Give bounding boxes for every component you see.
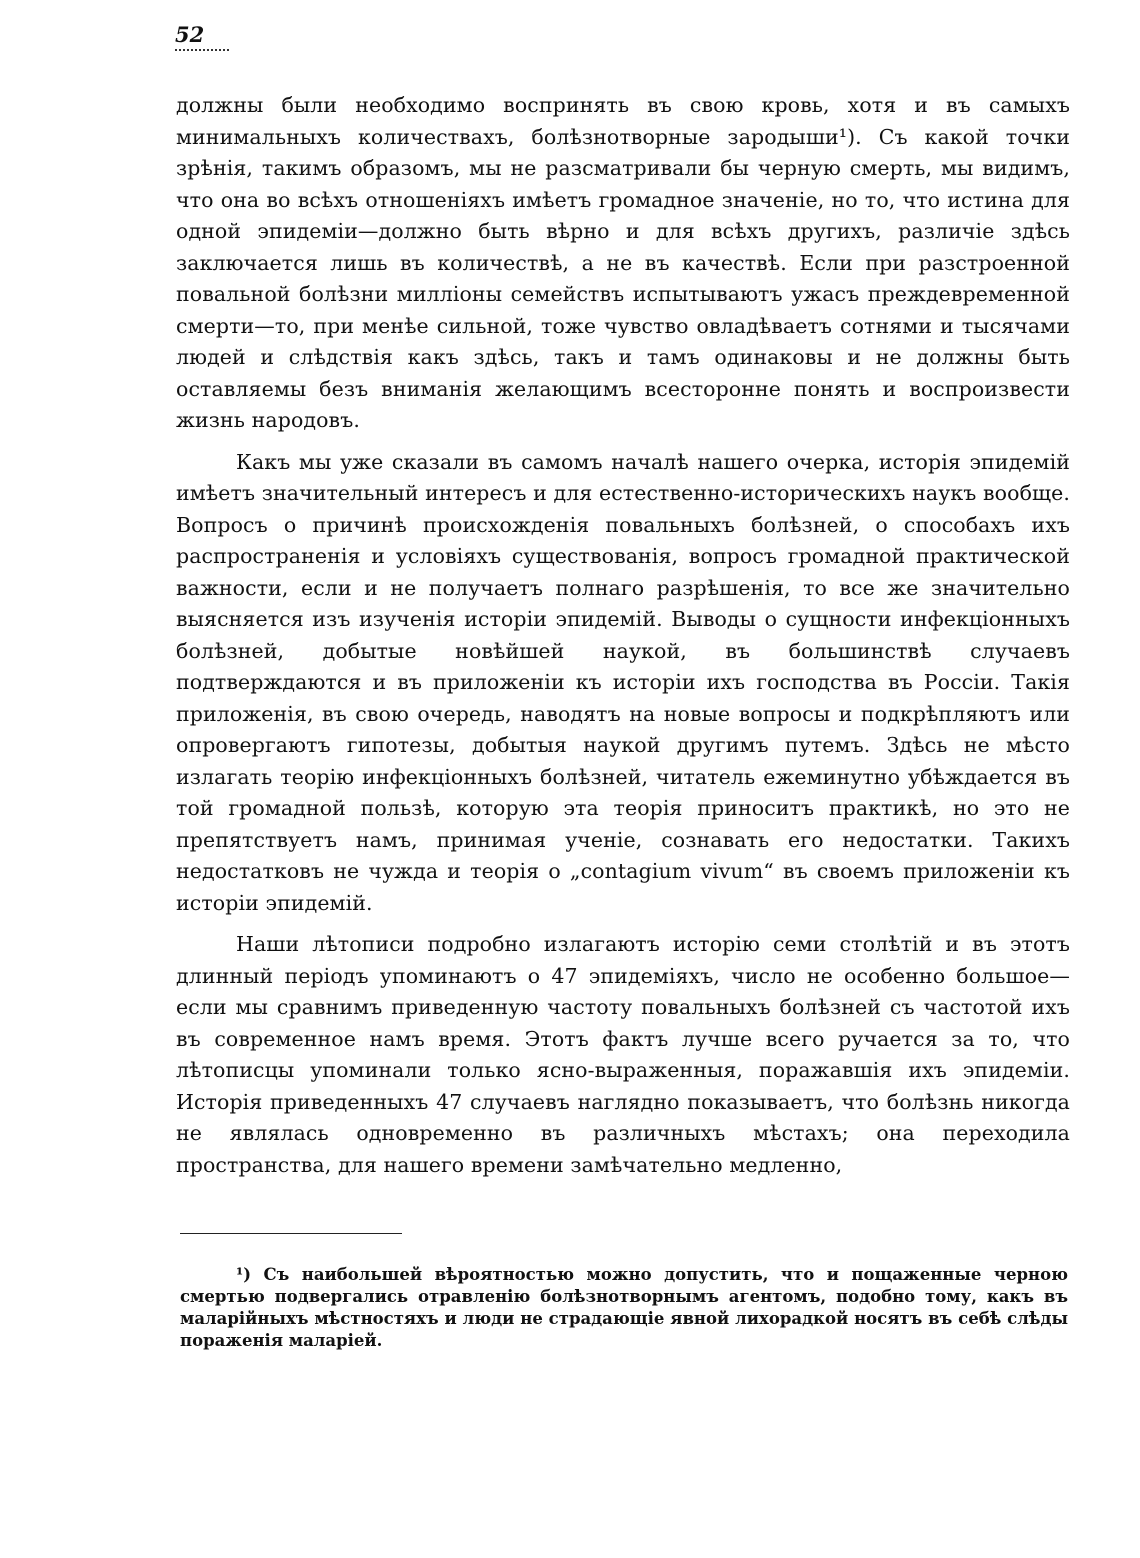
page-number: 52 [175,22,229,51]
paragraph-3: Наши лѣтописи подробно излагаютъ исторію семи столѣтій и въ этотъ длинный періодъ упоминаютъ о 47 эпидеміяхъ, число не особенно большое—если мы сравнимъ приведенную частоту повальныхъ болѣзней съ частотой ихъ въ современное намъ время. Этотъ фактъ лучше всего ручается за то, что лѣтописцы упоминали только ясно-выраженныя, поражавшія ихъ эпидеміи. Исторія приведенныхъ 47 случаевъ наглядно показываетъ, что болѣзнь никогда не являлась одновременно въ различныхъ мѣстахъ; она переходила пространства, для нашего времени замѣчательно медленно, [176,932,1070,1177]
footnote: ¹) Съ наибольшей вѣроятностью можно допустить, что и пощаженные черною смертью подвергались отравленію болѣзнотворнымъ агентомъ, подобно тому, какъ въ маларійныхъ мѣстностяхъ и люди не страдающіе явной лихорадкой носятъ въ себѣ слѣды пораженія маларіей. [180,1265,1068,1350]
footnote-rule [180,1233,402,1234]
paragraph-1: должны были необходимо воспринять въ свою кровь, хотя и въ самыхъ минимальныхъ количествахъ, болѣзнотворные зародыши¹). Съ какой точки зрѣнія, такимъ образомъ, мы не разсматривали бы черную смерть, мы видимъ, что она во всѣхъ отношеніяхъ имѣетъ громадное значеніе, но то, что истина для одной эпидеміи—должно быть вѣрно и для всѣхъ другихъ, различіе здѣсь заключается лишь въ количествѣ, а не въ качествѣ. Если при разстроенной повальной болѣзни милліоны семействъ испытываютъ ужасъ преждевременной смерти—то, при менѣе сильной, тоже чувство овладѣваетъ сотнями и тысячами людей и слѣдствія какъ здѣсь, такъ и тамъ одинаковы и не должны быть оставляемы безъ вниманія желающимъ всесторонне понять и воспроизвести жизнь народовъ. [176,93,1070,432]
main-text [176,90,1070,1181]
paragraph-2: Какъ мы уже сказали въ самомъ началѣ нашего очерка, исторія эпидемій имѣетъ значительный интересъ и для естественно-историческихъ наукъ вообще. Вопросъ о причинѣ происхожденія повальныхъ болѣзней, о способахъ ихъ распространенія и условіяхъ существованія, вопросъ громадной практической важности, если и не получаетъ полнаго разрѣшенія, то все же значительно выясняется изъ изученія исторіи эпидемій. Выводы о сущности инфекціонныхъ болѣзней, добытые новѣйшей наукой, въ большинствѣ случаевъ подтверждаются и въ приложеніи къ исторіи ихъ господства въ Россіи. Такія приложенія, въ свою очередь, наводятъ на новые вопросы и подкрѣпляютъ или опровергаютъ гипотезы, добытыя наукой другимъ путемъ. Здѣсь не мѣсто излагать теорію инфекціонныхъ болѣзней, читатель ежеминутно убѣждается въ той громадной пользѣ, которую эта теорія приноситъ практикѣ, но это не препятствуетъ намъ, принимая ученіе, сознавать его недостатки. Такихъ недостатковъ не чужда и теорія о „contagium vivum“ въ своемъ приложеніи къ исторіи эпидемій. [176,449,1071,915]
